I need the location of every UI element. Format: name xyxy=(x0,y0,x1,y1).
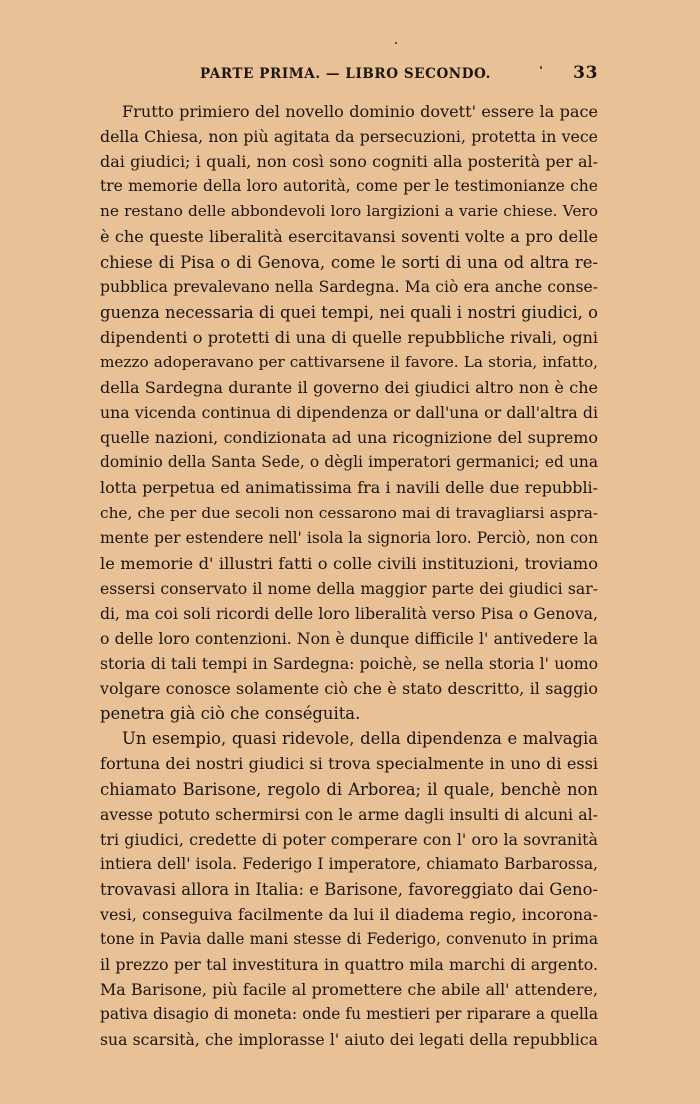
running-head-title: PARTE PRIMA. — LIBRO SECONDO. xyxy=(200,66,491,82)
text-line: pativa disagio di moneta: onde fu mestieri per riparare a quella xyxy=(100,1005,598,1024)
text-line: lotta perpetua ed animatissima fra i navili delle due repubbli- xyxy=(100,478,598,498)
text-line: volgare conosce solamente ciò che è stato descritto, il saggio xyxy=(100,679,598,699)
text-line: della Chiesa, non più agitata da persecuzioni, protetta in vece xyxy=(100,127,598,147)
text-line: essersi conservato il nome della maggior parte dei giudici sar- xyxy=(100,578,598,598)
body-text xyxy=(100,99,598,1053)
text-line: dai giudici; i quali, non così sono cogniti alla posterità per al- xyxy=(100,152,598,172)
text-line: chiamato Barisone, regolo di Arborea; il quale, benchè non xyxy=(100,779,598,799)
text-line: chiese di Pisa o di Genova, come le sorti di una od altra re- xyxy=(100,252,598,272)
text-line: vesi, conseguiva facilmente da lui il diadema regio, incorona- xyxy=(100,905,598,924)
text-line: mente per estendere nell' isola la signoria loro. Perciò, non con xyxy=(100,528,598,547)
text-line: il prezzo per tal investitura in quattro mila marchi di argento. xyxy=(100,955,598,975)
text-line: ne restano delle abbondevoli loro largizioni a varie chiese. Vero xyxy=(100,202,598,221)
text-line: pubblica prevalevano nella Sardegna. Ma ciò era anche conse- xyxy=(100,277,598,296)
text-line: fortuna dei nostri giudici si trova specialmente in uno di essi xyxy=(100,754,598,774)
text-line: che, che per due secoli non cessarono mai di travagliarsi aspra- xyxy=(100,503,598,522)
text-line: guenza necessaria di quei tempi, nei quali i nostri giudici, o xyxy=(100,302,598,322)
text-line: è che queste liberalità esercitavansi soventi volte a pro delle xyxy=(100,227,598,247)
text-line: Un esempio, quasi ridevole, della dipendenza e malvagia xyxy=(122,729,598,749)
text-line: storia di tali tempi in Sardegna: poichè, se nella storia l' uomo xyxy=(100,654,598,674)
text-line: mezzo adoperavano per cattivarsene il favore. La storia, infatto, xyxy=(100,352,598,371)
text-line: tri giudici, credette di poter comperare con l' oro la sovranità xyxy=(100,829,598,849)
text-line: penetra già ciò che conséguita. xyxy=(100,704,361,724)
text-line: Ma Barisone, più facile al promettere che abile all' attendere, xyxy=(100,980,598,1000)
text-line: trovavasi allora in Italia: e Barisone, favoreggiato dai Geno- xyxy=(100,879,598,899)
text-line: o delle loro contenzioni. Non è dunque difficile l' antivedere la xyxy=(100,628,598,648)
text-line: sua scarsità, che implorasse l' aiuto dei legati della repubblica xyxy=(100,1030,598,1050)
text-line: tone in Pavia dalle mani stesse di Federigo, convenuto in prima xyxy=(100,930,598,949)
text-line: le memorie d' illustri fatti o colle civili instituzioni, troviamo xyxy=(100,553,598,573)
text-line: di, ma coi soli ricordi delle loro liberalità verso Pisa o Genova, xyxy=(100,603,598,623)
text-line: Frutto primiero del novello dominio dovett' essere la pace xyxy=(122,102,598,121)
text-line: tre memorie della loro autorità, come per le testimonianze che xyxy=(100,177,598,196)
text-line: della Sardegna durante il governo dei giudici altro non è che xyxy=(100,378,598,398)
text-line: avesse potuto schermirsi con le arme dagli insulti di alcuni al- xyxy=(100,804,598,824)
text-line: quelle nazioni, condizionata ad una ricognizione del supremo xyxy=(100,428,598,448)
text-line: dominio della Santa Sede, o dègli imperatori germanici; ed una xyxy=(100,453,598,472)
page-number: 33 xyxy=(573,63,598,83)
text-line: intiera dell' isola. Federigo I imperatore, chiamato Barbarossa, xyxy=(100,854,598,873)
print-speck xyxy=(540,66,542,69)
text-line: una vicenda continua di dipendenza or dall'una or dall'altra di xyxy=(100,403,598,423)
print-speck xyxy=(395,42,397,44)
text-line: dipendenti o protetti di una di quelle repubbliche rivali, ogni xyxy=(100,327,598,347)
